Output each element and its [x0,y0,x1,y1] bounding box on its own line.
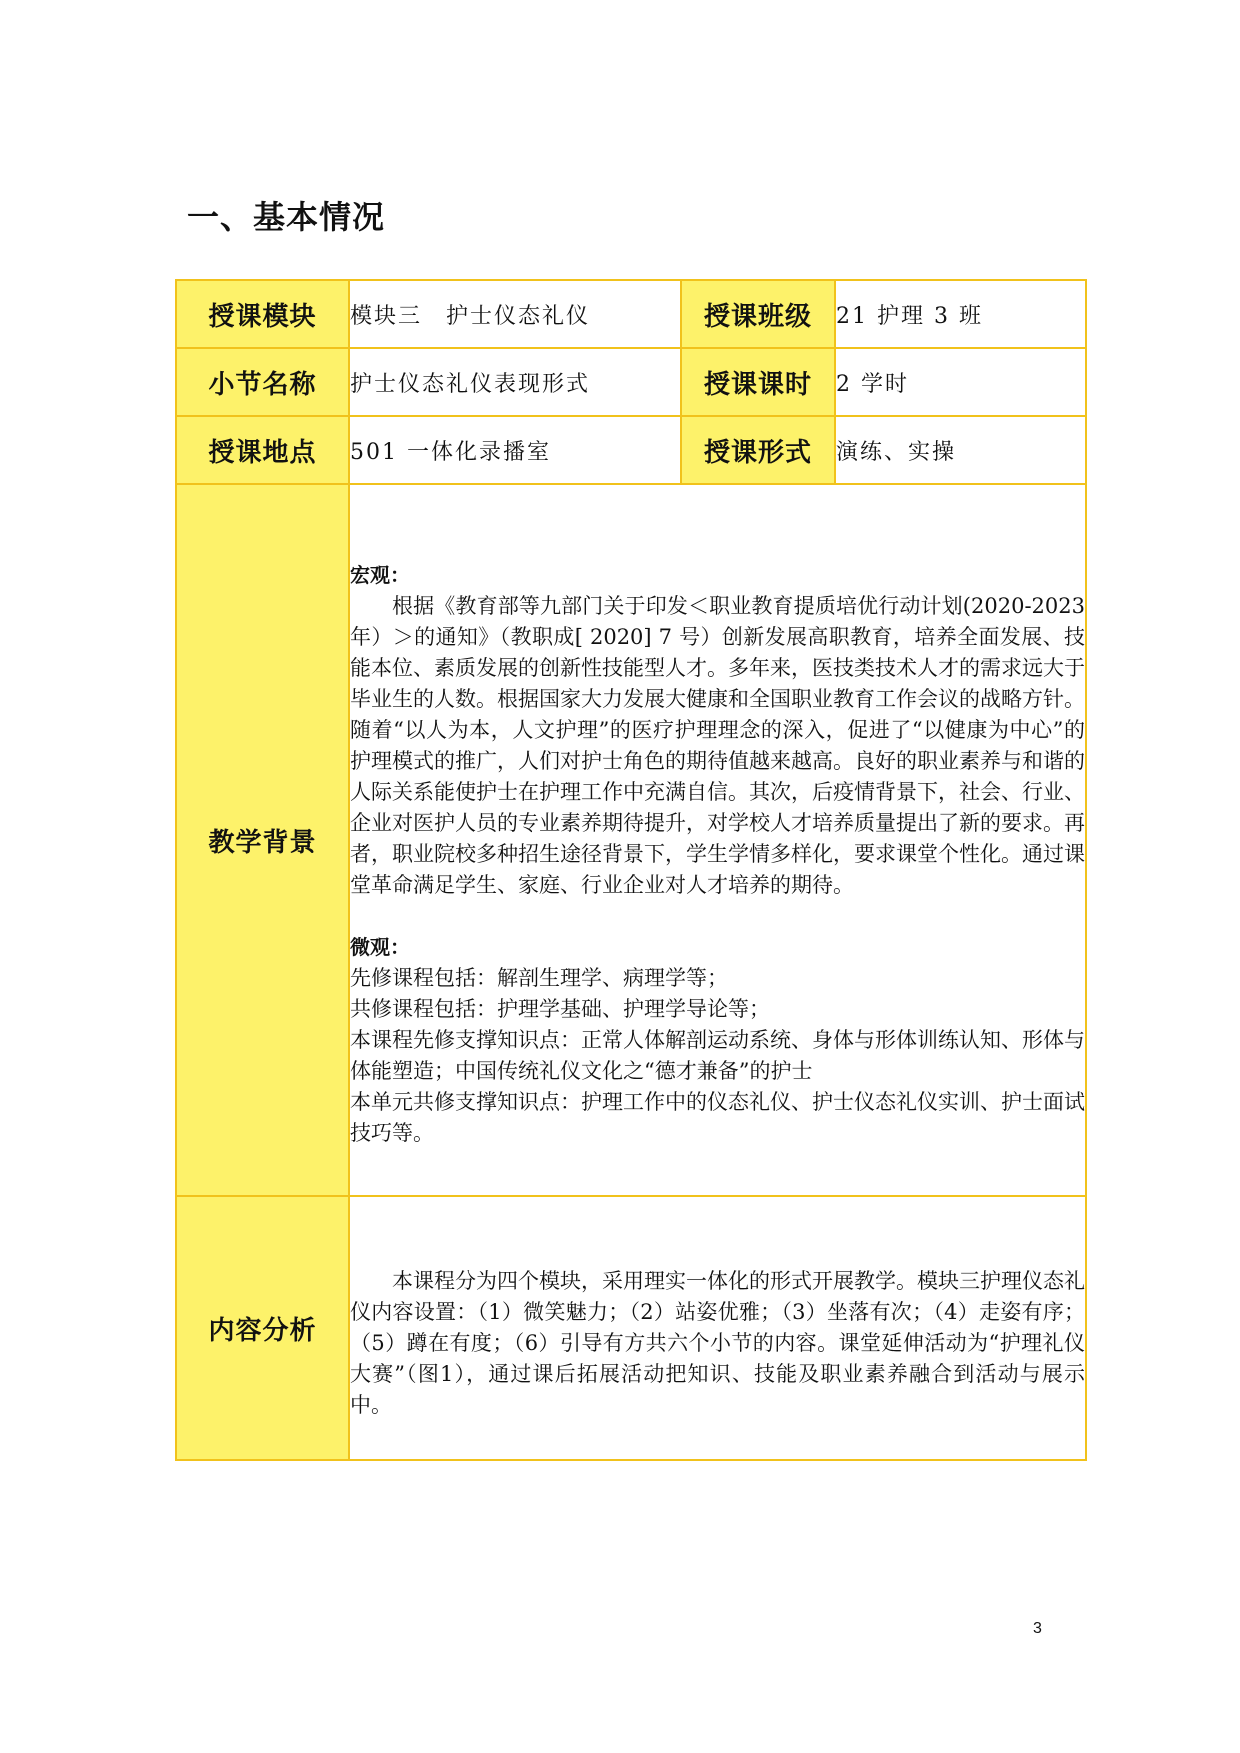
micro-line-prereq: 先修课程包括：解剖生理学、病理学等； [350,965,728,990]
table-row [176,348,1086,416]
page-number: 3 [1033,1620,1042,1637]
module-value: 模块三 护士仪态礼仪 [349,280,681,348]
content-analysis-text: 本课程分为四个模块，采用理实一体化的形式开展教学。模块三护理仪态礼仪内容设置：（1）微笑魅力；（2）站姿优雅；（3）坐落有次；（4）走姿有序；（5）蹲在有度；（6）引导有方共六个小节的内容。课堂延伸活动为“护理礼仪大赛”（图1），通过课后拓展活动把知识、技能及职业素养融合到活动与展示中。 [350,1268,1085,1417]
micro-heading: 微观： [350,934,410,959]
location-value: 501 一体化录播室 [349,416,681,484]
content-analysis-content [349,1196,1086,1460]
micro-line-coreq: 共修课程包括：护理学基础、护理学导论等； [350,996,770,1021]
form-value: 演练、实操 [835,416,1086,484]
background-label: 教学背景 [176,484,349,1196]
class-value: 21 护理 3 班 [835,280,1086,348]
table-row [176,416,1086,484]
class-label: 授课班级 [681,280,835,348]
location-label: 授课地点 [176,416,349,484]
micro-line-coreq-points: 本单元共修支撑知识点：护理工作中的仪态礼仪、护士仪态礼仪实训、护士面试技巧等。 [350,1089,1085,1145]
macro-heading: 宏观： [350,562,410,587]
table-row [176,1196,1086,1460]
micro-line-prereq-points: 本课程先修支撑知识点：正常人体解剖运动系统、身体与形体训练认知、形体与体能塑造；中国传统礼仪文化之“德才兼备”的护士 [350,1027,1085,1083]
section-name-value: 护士仪态礼仪表现形式 [349,348,681,416]
hours-label: 授课课时 [681,348,835,416]
content-analysis-label: 内容分析 [176,1196,349,1460]
section-name-label: 小节名称 [176,348,349,416]
section-title: 一、基本情况 [187,198,386,236]
background-content [349,484,1086,1196]
table-row [176,484,1086,1196]
macro-text: 根据《教育部等九部门关于印发＜职业教育提质培优行动计划(2020-2023 年）＞的通知》（教职成[ 2020] 7 号）创新发展高职教育，培养全面发展、技能本位、素质发展的创新性技能型人才。多年来，医技类技术人才的需求远大于毕业生的人数。根据国家大力发展大健康和全国职业教育工作会议的战略方针。随着“以人为本，人文护理”的医疗护理理念的深入，促进了“以健康为中心”的护理模式的推广，人们对护士角色的期待值越来越高。良好的职业素养与和谐的人际关系能使护士在护理工作中充满自信。其次，后疫情背景下，社会、行业、企业对医护人员的专业素养期待提升，对学校人才培养质量提出了新的要求。再者，职业院校多种招生途径背景下，学生学情多样化，要求课堂个性化。通过课堂革命满足学生、家庭、行业企业对人才培养的期待。 [350,593,1085,897]
hours-value: 2 学时 [835,348,1086,416]
table-row [176,280,1086,348]
basic-info-table [175,279,1087,1461]
module-label: 授课模块 [176,280,349,348]
form-label: 授课形式 [681,416,835,484]
